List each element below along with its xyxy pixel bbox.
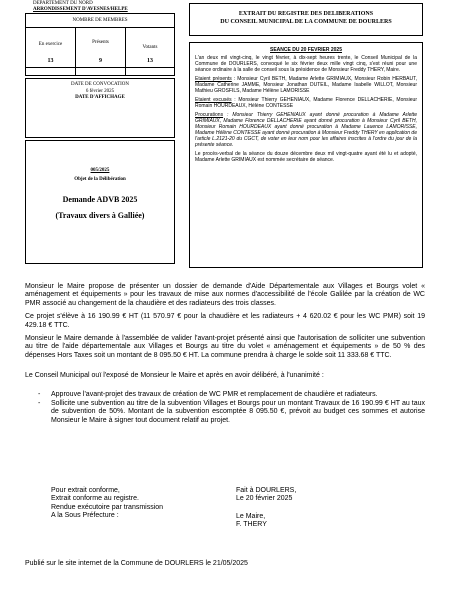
seance-presents	[195, 76, 417, 94]
extract-title-line2: DU CONSEIL MUNICIPAL DE LA COMMUNE DE DOURLERS	[220, 19, 392, 25]
footer-left-line: A la Sous Préfecture :	[51, 512, 119, 520]
convocation-date: 6 février 2025	[85, 89, 115, 94]
resolution-item: - Approuve l'avant-projet des travaux de création de WC PMR et remplacement de chaudière et radiateurs.	[51, 391, 425, 399]
deliberation-object-label: Objet de la Délibération	[74, 177, 126, 182]
body-paragraph-2: Ce projet s'élève à 16 190.99 € HT (11 570.97 € pour la chaudière et les radiateurs + 4 620.02 € pour les WC PMR) soit 19 429.18 € TTC.	[25, 313, 425, 329]
footer-signatory-name: F. THERY	[236, 521, 267, 529]
seance-pv: Le procès-verbal de la séance du douze décembre deux mil vingt-quatre ayant été lu et adopté, Madame Arlette GRIMIAUX est nommée secrétaire de séance.	[195, 151, 417, 163]
body-paragraph-4: Le Conseil Municipal ouï l'exposé de Monsieur le Maire et après en avoir délibéré, à l'unanimité :	[25, 372, 324, 380]
seance-procurations	[195, 112, 417, 148]
divider	[26, 27, 174, 28]
resolution-item: - Sollicite une subvention au titre de la subvention Villages et Bourgs pour un montant Travaux de 16 190.99 € HT au taux de subvention de 50%. Montant de la subvention escomptée 8 095.50 €, prévoit au budget ces sommes et autorise Monsieur le Maire à signer tout document relatif au projet.	[51, 400, 425, 425]
divider	[125, 27, 126, 75]
col-presents-label: Présents	[92, 40, 109, 45]
resolution-list	[25, 391, 425, 426]
procurations-label: Procurations	[195, 112, 224, 118]
excuses-label: Etaient excusés	[195, 97, 232, 103]
deliberation-box	[25, 140, 175, 264]
deliberation-number: 005/2025	[90, 168, 110, 173]
department-label: DEPARTEMENT DU NORD	[33, 1, 93, 6]
body-paragraph-3: Monsieur le Maire demande à l'assemblée de valider l'avant-projet présenté ainsi que l'autorisation de solliciter une subvention au titre de l'aide départementale aux Villages et Bourgs au titre du volet « aménagement et équipements » de 50 % des dépenses Hors Taxes soit un montant de 8 095.50 € HT. La commune prendra à charge le solde soit 11 333.68 € TTC.	[25, 335, 425, 359]
seance-box	[189, 42, 423, 268]
members-table	[25, 13, 175, 76]
excuses-list: : Monsieur Thierry GEHENIAUX, Madame Florence DELLACHERIE, Monsieur Romain HOURDEAUX, Hélène CONTESSE	[195, 97, 417, 109]
divider	[26, 67, 174, 68]
footer-place: Fait à DOURLERS,	[236, 487, 297, 494]
footer-signatory-title: Le Maire,	[236, 512, 266, 520]
footer-right	[236, 487, 386, 530]
publication-note: Publié sur le site internet de la Commune de DOURLERS le 21/05/2025	[25, 560, 248, 567]
footer-left-line: Rendue exécutoire par transmission	[51, 503, 164, 511]
val-exercice: 13	[47, 58, 54, 64]
body-paragraph-1: Monsieur le Maire propose de présenter un dossier de demande d'Aide Départementale aux Villages et Bourgs volet « aménagement et équipements » pour les travaux de mise aux normes d'accessibilité de l'école Galilée par la création de WC PMR associé au changement de la chaudière et des radiateurs des trois classes.	[25, 283, 425, 307]
footer-left	[51, 487, 231, 521]
val-votants: 13	[147, 58, 153, 64]
presents-list: : Monsieur Cyril BETH, Madame Arlette GRIMIAUX, Monsieur Robin HERBAUT, Madame Catherine JAMME, Monsieur Jonathan DUTEIL, Madame Isabelle WILLOT, Monsieur Mathieu GROSFILS, Madame Hélène LAMORISSE	[195, 76, 417, 94]
convocation-label: DATE DE CONVOCATION	[70, 82, 130, 87]
body-text	[25, 283, 425, 426]
procurations-text: : Monsieur Thierry GEHENIAUX ayant donné procuration à Madame Arlette GRIMIAUX, Madame Florence DELLACHERIE ayant donné procuration à Monsieur Cyril BETH, Monsieur Romain HOURDEAUX ayant donné procuration à Madame Lauence LAMORISSE, Madame Hélène CONTESSE ayant donné procuration à Monsieur Freddy THERY en application de l'article L.2121-20 du CGCT, de voter en leur nom pour les affaires inscrites à l'ordre du jour de la présente séance.	[195, 112, 417, 148]
deliberation-title-line1: Demande ADVB 2025	[62, 195, 138, 204]
extract-title-box	[189, 3, 423, 36]
dates-box	[25, 78, 175, 138]
seance-intro: L'an deux mil vingt-cinq, le vingt février, à dix-sept heures trente, le Conseil Municipal de la Commune de DOURLERS, convoqué le six février deux mille vingt cinq, s'est réuni pour une séance ordinaire à la salle de conseil sous la présidence de Monsieur Freddy THERY, Maire.	[195, 55, 417, 73]
footer-date: Le 20 février 2025	[236, 495, 293, 503]
presents-label: Etaient présents	[195, 76, 232, 82]
members-title: NOMBRE DE MEMBRES	[72, 18, 128, 23]
col-votants-label: Votants	[142, 45, 158, 50]
arrondissement-label: ARRONDISSEMENT D'AVESNES/HELPE	[33, 7, 128, 12]
footer-left-line: Pour extrait conforme,	[51, 487, 120, 494]
divider	[75, 27, 76, 75]
col-exercice-label: En exercice	[38, 42, 63, 47]
extract-title-line1: EXTRAIT DU REGISTRE DES DELIBERATIONS	[238, 11, 374, 17]
val-presents: 9	[99, 58, 102, 64]
footer-left-line: Extrait conforme au registre.	[51, 495, 139, 503]
affichage-label: DATE D'AFFICHAGE	[75, 95, 125, 100]
deliberation-title-line2: (Travaux divers à Galliée)	[55, 211, 145, 220]
seance-excuses	[195, 97, 417, 109]
seance-heading: SEANCE DU 20 FEVRIER 2025	[270, 47, 342, 53]
